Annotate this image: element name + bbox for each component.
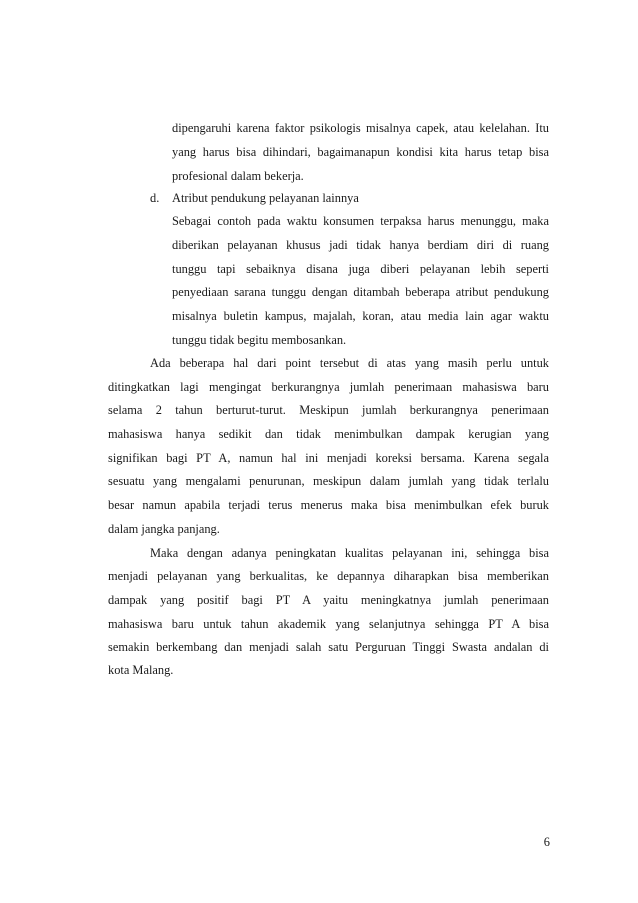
body-text-line: mahasiswa hanya sedikit dan tidak menimbulkan dampak kerugian yang [108,427,549,441]
page-number: 6 [543,835,550,849]
body-text-line: mahasiswa baru untuk tahun akademik yang selanjutnya sehingga PT A bisa [108,617,549,631]
body-text-line: sesuatu yang mengalami penurunan, meskipun dalam jumlah yang tidak terlalu [108,474,549,488]
body-text-line: ditingkatkan lagi mengingat berkurangnya jumlah penerimaan mahasiswa baru [108,380,549,394]
body-text-line: Sebagai contoh pada waktu konsumen terpaksa harus menunggu, maka [172,214,549,228]
list-marker: d. [150,191,160,205]
body-text-line: diberikan pelayanan khusus jadi tidak hanya berdiam diri di ruang [172,238,549,252]
body-text-line: penyediaan sarana tunggu dengan ditambah beberapa atribut pendukung [172,285,549,299]
body-text-line: dalam jangka panjang. [108,522,220,536]
list-item-heading: Atribut pendukung pelayanan lainnya [172,191,359,205]
body-text-line: besar namun apabila terjadi terus menerus maka bisa menimbulkan efek buruk [108,498,549,512]
body-text-line: tunggu tidak begitu membosankan. [172,333,347,347]
body-text-line: signifikan bagi PT A, namun hal ini menjadi koreksi bersama. Karena segala [108,451,549,465]
body-text-line: Maka dengan adanya peningkatan kualitas pelayanan ini, sehingga bisa [150,546,549,560]
body-text-line: Ada beberapa hal dari point tersebut di atas yang masih perlu untuk [150,356,549,370]
body-text-line: selama 2 tahun berturut-turut. Meskipun jumlah berkurangnya penerimaan [108,403,549,417]
body-text-line: dampak yang positif bagi PT A yaitu meningkatnya jumlah penerimaan [108,593,549,607]
body-text-line: tunggu tapi sebaiknya disana juga diberi pelayanan lebih seperti [172,262,549,276]
body-text-line: yang harus bisa dihindari, bagaimanapun kondisi kita harus tetap bisa [172,145,549,159]
body-text-line: profesional dalam bekerja. [172,169,304,183]
body-text-line: misalnya buletin kampus, majalah, koran, atau media lain agar waktu [172,309,549,323]
body-text-line: kota Malang. [108,663,174,677]
body-text-line: semakin berkembang dan menjadi salah satu Perguruan Tinggi Swasta andalan di [108,640,549,654]
body-text-line: dipengaruhi karena faktor psikologis misalnya capek, atau kelelahan. Itu [172,121,549,135]
body-text-line: menjadi pelayanan yang berkualitas, ke depannya diharapkan bisa memberikan [108,569,549,583]
